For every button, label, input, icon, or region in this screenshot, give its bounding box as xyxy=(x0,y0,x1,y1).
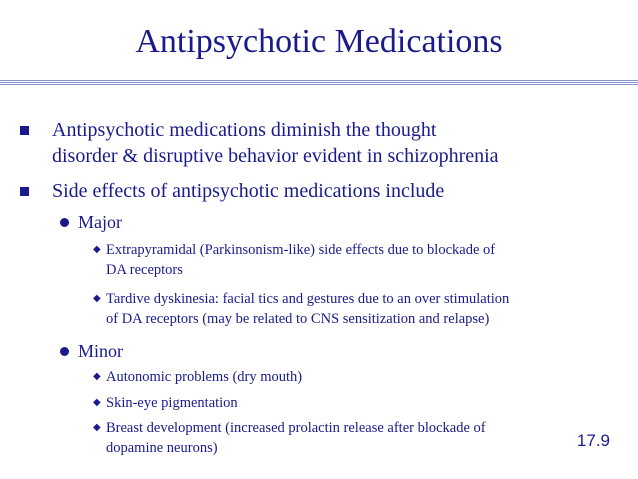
diamond-bullet-icon: ◆ xyxy=(93,397,101,408)
slide-number: 17.9 xyxy=(576,431,610,450)
detail-text-line: dopamine neurons) xyxy=(106,440,218,456)
sub-bullet-label: Major xyxy=(78,212,122,232)
detail-text-line: Breast development (increased prolactin release after blockade of xyxy=(106,420,486,436)
detail-text-line: DA receptors xyxy=(106,262,183,278)
round-bullet-icon xyxy=(60,347,69,356)
detail-item xyxy=(93,240,616,280)
bullet-text-line: Side effects of antipsychotic medications include xyxy=(52,180,445,202)
detail-text-line: Extrapyramidal (Parkinsonism-like) side effects due to blockade of xyxy=(106,242,496,258)
detail-item xyxy=(93,393,616,413)
detail-text-line: of DA receptors (may be related to CNS sensitization and relapse) xyxy=(106,311,490,327)
diamond-bullet-icon: ◆ xyxy=(93,422,101,433)
sub-bullet-label: Minor xyxy=(78,341,123,361)
detail-item xyxy=(93,418,616,458)
detail-item xyxy=(93,289,616,329)
title-divider xyxy=(0,80,638,86)
sub-bullet-major xyxy=(78,211,122,233)
sub-bullet-minor xyxy=(78,340,123,362)
diamond-bullet-icon: ◆ xyxy=(93,371,101,382)
slide-title: Antipsychotic Medications xyxy=(135,23,503,60)
diamond-bullet-icon: ◆ xyxy=(93,244,101,255)
detail-text-line: Autonomic problems (dry mouth) xyxy=(106,369,303,385)
detail-text-line: Tardive dyskinesia: facial tics and gestures due to an over stimulation xyxy=(106,291,510,307)
detail-item xyxy=(93,367,616,387)
square-bullet-icon xyxy=(20,126,29,135)
bullet-item xyxy=(52,117,612,169)
bullet-text-line: Antipsychotic medications diminish the thought xyxy=(52,119,437,141)
diamond-bullet-icon: ◆ xyxy=(93,293,101,304)
round-bullet-icon xyxy=(60,218,69,227)
bullet-item xyxy=(52,178,612,204)
square-bullet-icon xyxy=(20,187,29,196)
detail-text-line: Skin-eye pigmentation xyxy=(106,395,238,411)
bullet-text-line: disorder & disruptive behavior evident in schizophrenia xyxy=(52,145,499,167)
